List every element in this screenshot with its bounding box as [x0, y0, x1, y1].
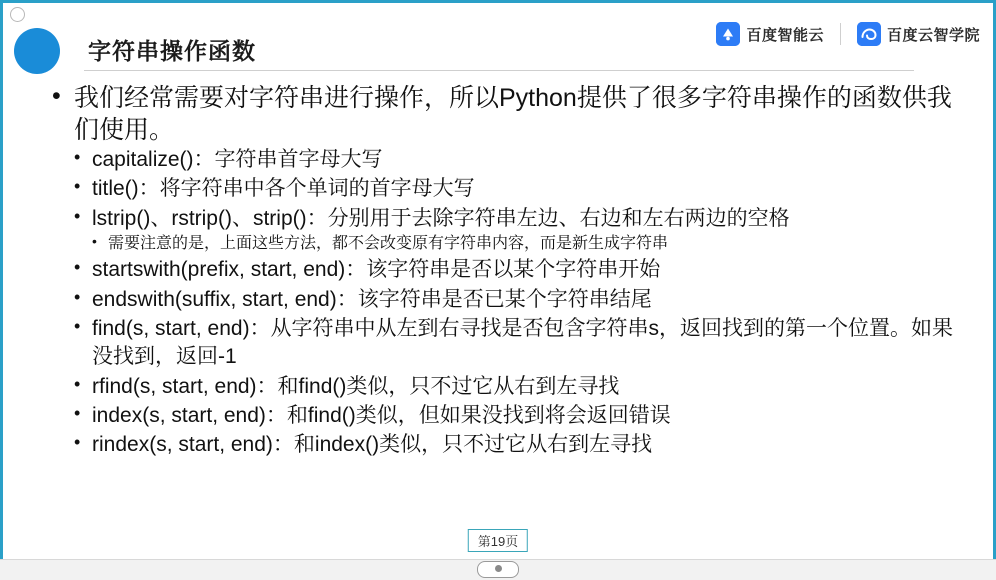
title-bullet-decoration — [14, 28, 60, 74]
list-item — [74, 286, 962, 314]
list-item-text: startswith(prefix, start, end)：该字符串是否以某个字符串开始 — [92, 258, 661, 282]
list-item-text: capitalize()：字符串首字母大写 — [92, 148, 383, 171]
bullet-list-level1 — [52, 82, 962, 460]
slide-body — [52, 82, 962, 462]
title-divider — [84, 70, 914, 71]
list-item-text: rfind(s, start, end)：和find()类似，只不过它从右到左寻找 — [92, 374, 620, 398]
page-number-badge: 第19页 — [468, 529, 528, 552]
page-title: 字符串操作函数 — [88, 38, 256, 64]
list-item — [74, 402, 962, 430]
list-item-text: 需要注意的是，上面这些方法，都不会改变原有字符串内容，而是新生成字符串 — [108, 235, 669, 253]
list-item — [74, 431, 962, 459]
list-item — [74, 315, 962, 372]
scrub-handle[interactable] — [477, 561, 519, 578]
slide-frame-top — [0, 0, 996, 3]
list-item — [74, 256, 962, 284]
bullet-list-level2 — [74, 146, 962, 460]
baidu-academy-icon — [857, 22, 881, 46]
branding-logos — [716, 22, 980, 46]
intro-text: • 我们经常需要对字符串进行操作，所以Python提供了很多字符串操作的函数供我们使用。 — [74, 84, 952, 144]
list-item — [74, 373, 962, 401]
list-item-text: lstrip()、rstrip()、strip()：分别用于去除字符串左边、右边和左右两边的空格 — [92, 206, 790, 230]
baidu-cloud-label: 百度智能云 — [746, 26, 824, 44]
list-item-intro — [52, 82, 962, 460]
list-item — [74, 205, 962, 256]
list-item-text: title()：将字符串中各个单词的首字母大写 — [92, 177, 475, 201]
list-item — [74, 175, 962, 203]
baidu-cloud-logo — [716, 22, 824, 46]
slide-frame-left — [0, 0, 3, 560]
list-item-text: find(s, start, end)：从字符串中从左到右寻找是否包含字符串s，返回找到的第一个位置。如果没找到，返回-1 — [92, 317, 954, 369]
list-item — [74, 146, 962, 174]
list-item-text: endswith(suffix, start, end)：该字符串是否已某个字符串结尾 — [92, 287, 652, 311]
list-item — [92, 233, 962, 255]
list-item-text: rindex(s, start, end)：和index()类似，只不过它从右到左寻找 — [92, 433, 653, 457]
logo-divider — [840, 23, 841, 45]
list-item-text: index(s, start, end)：和find()类似，但如果没找到将会返回错误 — [92, 404, 671, 428]
baidu-academy-logo — [857, 22, 980, 46]
corner-circle-decoration — [10, 7, 25, 22]
bullet-list-level3 — [92, 233, 962, 255]
baidu-cloud-icon — [716, 22, 740, 46]
baidu-academy-label: 百度云智学院 — [886, 26, 980, 44]
